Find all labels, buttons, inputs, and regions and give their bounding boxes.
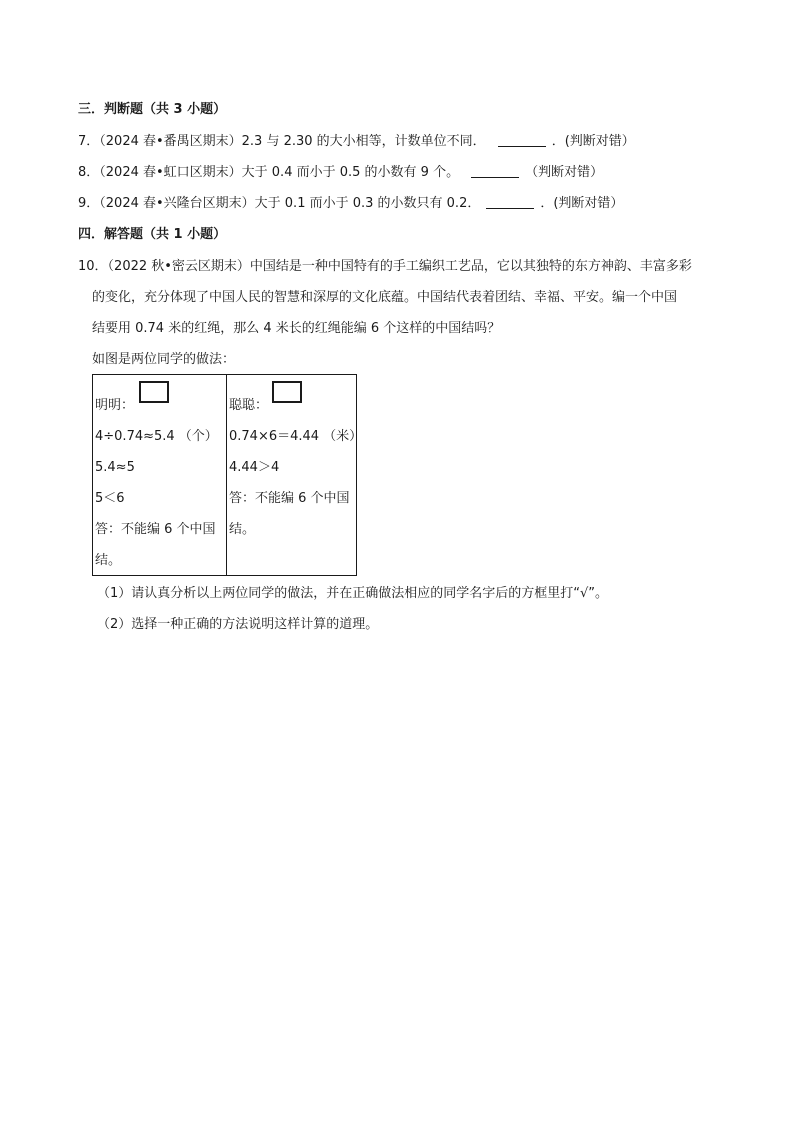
question-7-suffix: ．(判断对错） (551, 134, 635, 149)
question-9-suffix: ．(判断对错） (540, 196, 624, 211)
congcong-name: 聪聪： (229, 398, 269, 413)
question-7-text: 7．（2024 春•番禺区期末）2.3 与 2.30 的大小相等，计数单位不同． (78, 134, 486, 149)
mingming-answer: 答：不能编 6 个中国 (95, 522, 216, 537)
congcong-step-1: 0.74×6＝4.44 （米） (229, 429, 363, 444)
congcong-answer-cont: 结。 (229, 522, 256, 537)
question-10-line-2: 的变化，充分体现了中国人民的智慧和深厚的文化底蕴。中国结代表着团结、幸福、平安。编一个中国 (92, 290, 678, 305)
mingming-step-1: 4÷0.74≈5.4 （个） (95, 429, 218, 444)
section-3-title: 三．判断题（共 3 小题） (78, 102, 227, 117)
question-10-line-3: 结要用 0.74 米的红绳，那么 4 米长的红绳能编 6 个这样的中国结吗？ (92, 321, 501, 336)
question-7 (78, 133, 635, 151)
question-9-text: 9．（2024 春•兴隆台区期末）大于 0.1 而小于 0.3 的小数只有 0.2． (78, 196, 481, 211)
question-7-answer-blank[interactable] (498, 134, 546, 147)
mingming-step-3: 5＜6 (95, 491, 125, 506)
question-10-part-1: （1）请认真分析以上两位同学的做法，并在正确做法相应的同学名字后的方框里打“√”。 (97, 586, 609, 601)
question-8-suffix: （判断对错） (525, 165, 604, 180)
question-8-text: 8．（2024 春•虹口区期末）大于 0.4 而小于 0.5 的小数有 9 个。 (78, 165, 460, 180)
mingming-step-2: 5.4≈5 (95, 460, 135, 475)
comparison-table (92, 374, 363, 576)
congcong-answer: 答：不能编 6 个中国 (229, 491, 350, 506)
question-9-answer-blank[interactable] (486, 196, 534, 209)
mingming-answer-cont: 结。 (95, 553, 122, 568)
question-8 (78, 164, 603, 182)
question-8-answer-blank[interactable] (471, 165, 519, 178)
table-divider (226, 375, 227, 575)
congcong-step-2: 4.44＞4 (229, 460, 280, 475)
question-9 (78, 195, 623, 213)
mingming-name: 明明： (95, 398, 135, 413)
mingming-check-box[interactable] (139, 381, 169, 403)
congcong-check-box[interactable] (272, 381, 302, 403)
question-10-line-1: 10．（2022 秋•密云区期末）中国结是一种中国特有的手工编织工艺品，它以其独特的东方神韵、丰富多彩 (78, 259, 692, 274)
question-10-part-2: （2）选择一种正确的方法说明这样计算的道理。 (97, 617, 379, 632)
question-10-intro: 如图是两位同学的做法： (92, 352, 236, 367)
section-4-title: 四．解答题（共 1 小题） (78, 227, 227, 242)
